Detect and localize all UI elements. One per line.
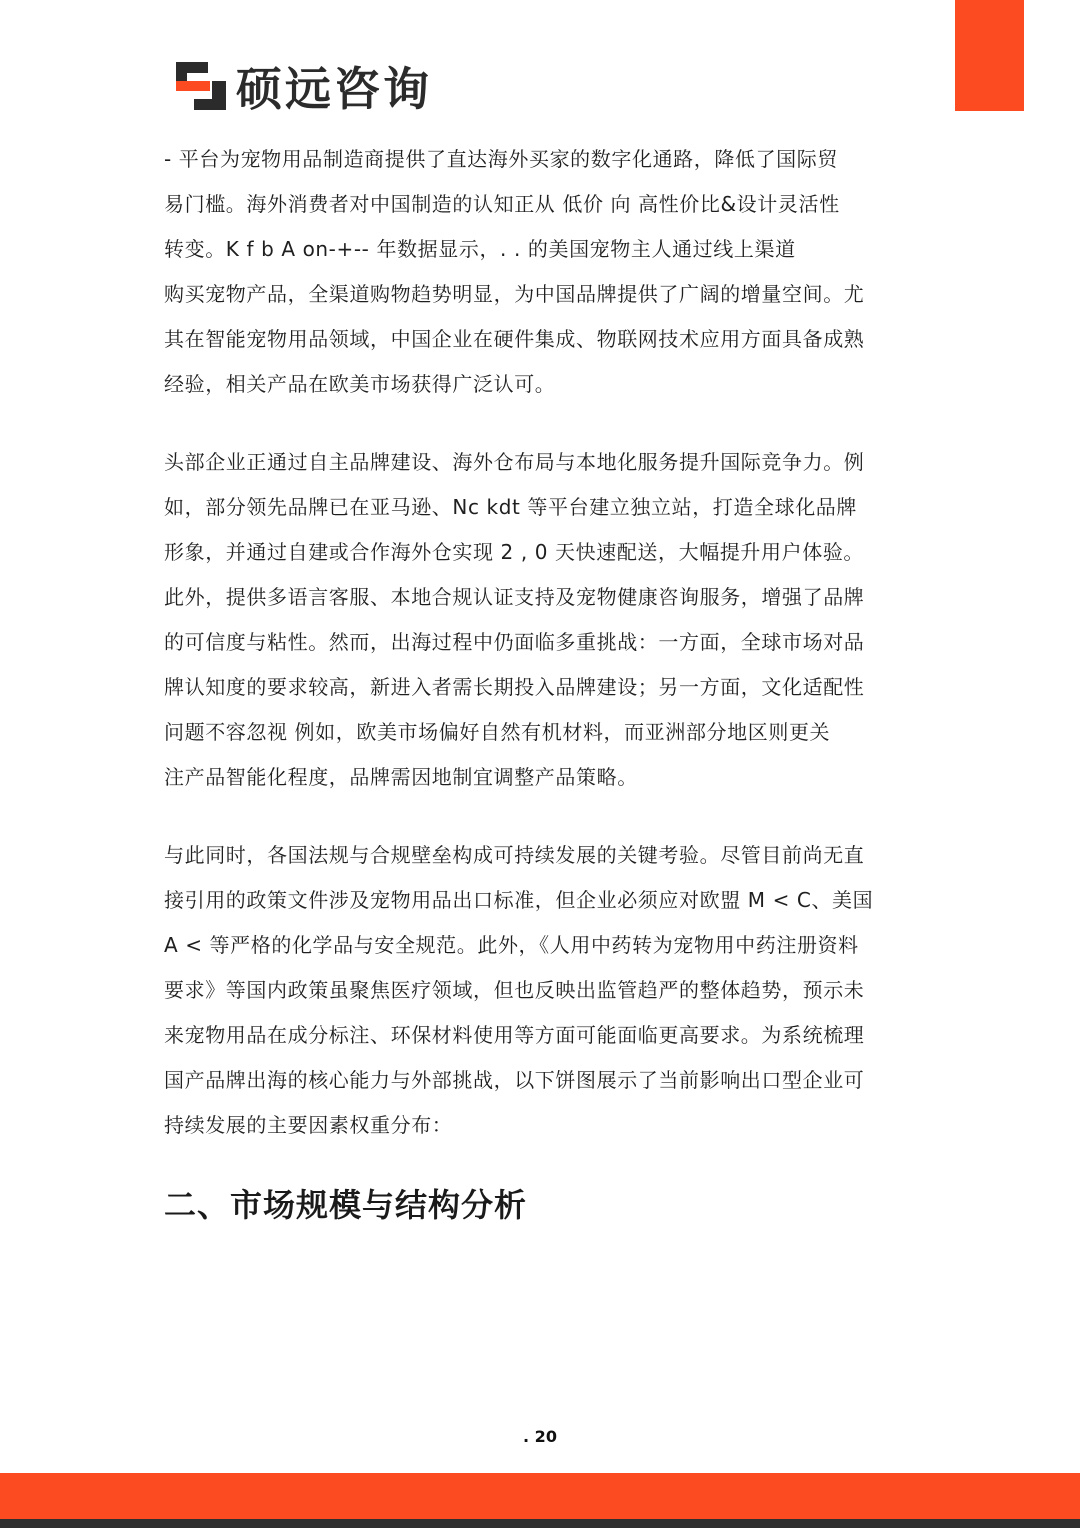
paragraph-line: 国产品牌出海的核心能力与外部挑战，以下饼图展示了当前影响出口型企业可: [164, 1068, 865, 1092]
paragraph-line: 其在智能宠物用品领域，中国企业在硬件集成、物联网技术应用方面具备成熟: [164, 327, 865, 351]
paragraph-line: 与此同时，各国法规与合规壁垒构成可持续发展的关键考验。尽管目前尚无直: [164, 843, 865, 867]
paragraph-line: A < 等严格的化学品与安全规范。此外，《人用中药转为宠物用中药注册资料: [164, 933, 859, 957]
company-logo: [176, 58, 432, 114]
paragraph-3: [164, 833, 919, 1148]
paragraph-line: - 平台为宠物用品制造商提供了直达海外买家的数字化通路，降低了国际贸: [164, 147, 838, 171]
paragraph-1: [164, 137, 919, 407]
footer-accent-bar: [0, 1473, 1080, 1519]
section-heading: 二、市场规模与结构分析: [164, 1186, 528, 1224]
paragraph-line: 接引用的政策文件涉及宠物用品出口标准，但企业必须应对欧盟 M < C、美国: [164, 888, 874, 912]
paragraph-line: 的可信度与粘性。然而，出海过程中仍面临多重挑战：一方面，全球市场对品: [164, 630, 865, 654]
logo-text: 硕远咨询: [236, 62, 432, 116]
footer-dark-strip: [0, 1519, 1080, 1528]
logo-mark-icon: [176, 62, 226, 110]
paragraph-line: 易门槛。海外消费者对中国制造的认知正从 低价 向 高性价比&设计灵活性: [164, 192, 840, 216]
paragraph-line: 经验，相关产品在欧美市场获得广泛认可。: [164, 372, 556, 396]
paragraph-line: 此外，提供多语言客服、本地合规认证支持及宠物健康咨询服务，增强了品牌: [164, 585, 865, 609]
paragraph-line: 来宠物用品在成分标注、环保材料使用等方面可能面临更高要求。为系统梳理: [164, 1023, 865, 1047]
paragraph-line: 转变。K f b A on-+-- 年数据显示，. . 的美国宠物主人通过线上渠道: [164, 237, 796, 261]
paragraph-line: 注产品智能化程度，品牌需因地制宜调整产品策略。: [164, 765, 638, 789]
paragraph-line: 形象，并通过自建或合作海外仓实现 2 , 0 天快速配送，大幅提升用户体验。: [164, 540, 865, 564]
paragraph-line: 持续发展的主要因素权重分布：: [164, 1113, 453, 1137]
paragraph-line: 购买宠物产品，全渠道购物趋势明显，为中国品牌提供了广阔的增量空间。尤: [164, 282, 865, 306]
paragraph-line: 要求》等国内政策虽聚焦医疗领域，但也反映出监管趋严的整体趋势，预示未: [164, 978, 865, 1002]
body-text: [164, 137, 919, 1181]
corner-accent-block: [955, 0, 1024, 111]
paragraph-2: [164, 440, 919, 800]
paragraph-line: 牌认知度的要求较高，新进入者需长期投入品牌建设；另一方面，文化适配性: [164, 675, 865, 699]
paragraph-line: 如，部分领先品牌已在亚马逊、Nc kdt 等平台建立独立站，打造全球化品牌: [164, 495, 857, 519]
page-number: . 20: [523, 1427, 557, 1446]
paragraph-line: 问题不容忽视 例如，欧美市场偏好自然有机材料，而亚洲部分地区则更关: [164, 720, 831, 744]
paragraph-line: 头部企业正通过自主品牌建设、海外仓布局与本地化服务提升国际竞争力。例: [164, 450, 865, 474]
